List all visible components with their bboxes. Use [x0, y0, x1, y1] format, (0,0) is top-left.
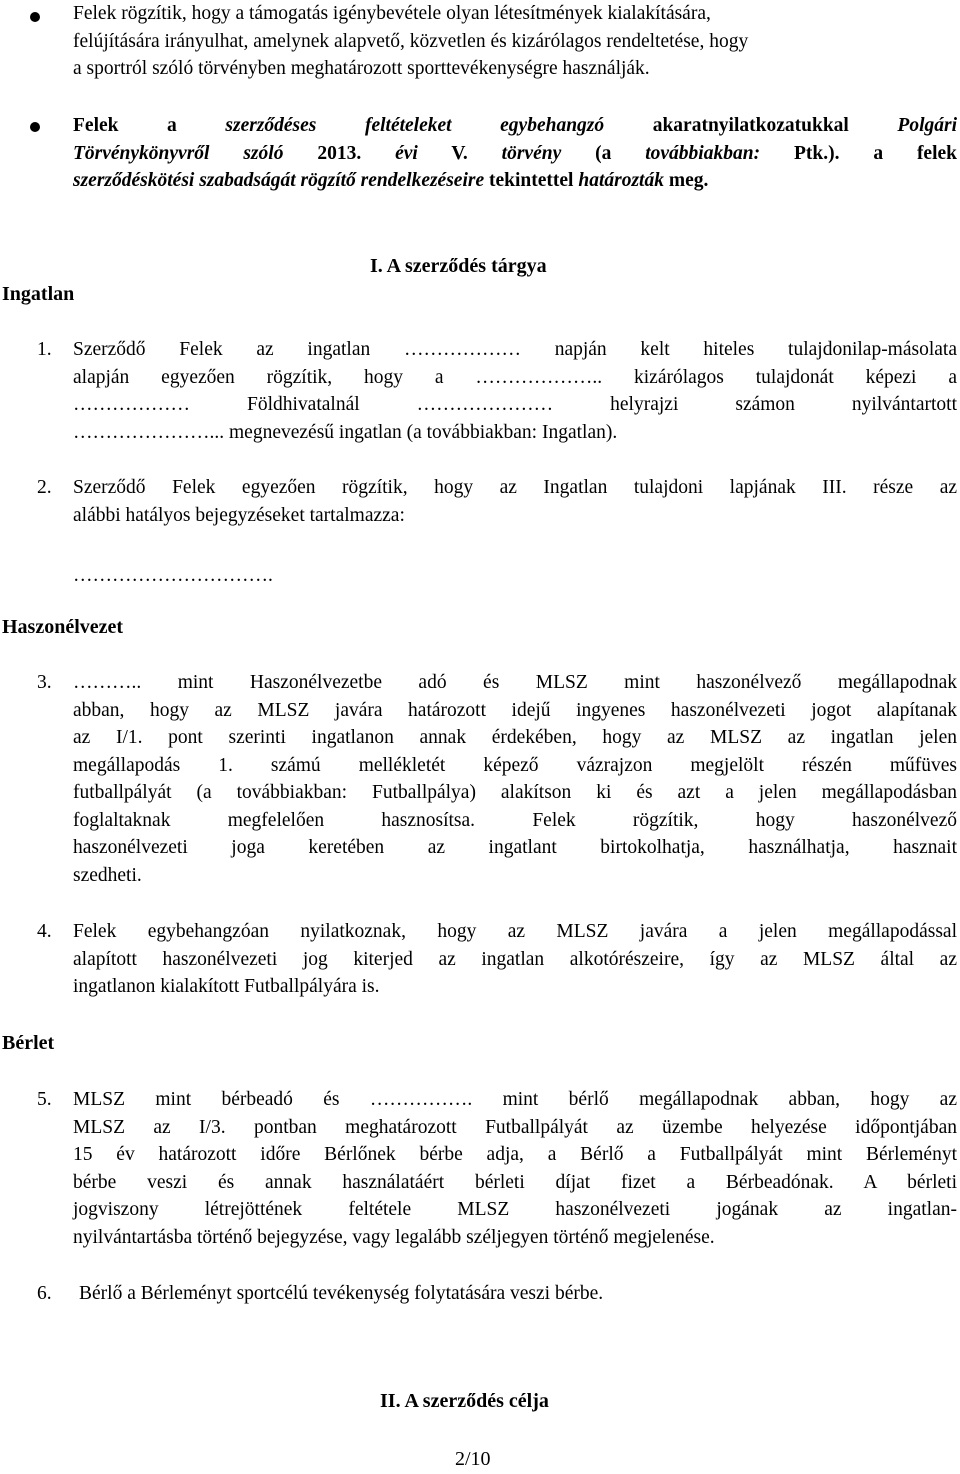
text-line: …………………... megnevezésű ingatlan (a továbbiakban: Ingatlan).: [73, 421, 618, 443]
text-line: Bérlő a Bérleményt sportcélú tevékenység folytatására veszi bérbe.: [79, 1283, 604, 1304]
text-line: foglaltaknak megfelelően hasznosítsa. Felek rögzítik, hogy haszonélvező: [73, 809, 957, 831]
section-2-title: II. A szerződés célja: [380, 1390, 549, 1412]
item-2-paragraph: [73, 474, 957, 529]
text-line: Szerződő Felek egyezően rögzítik, hogy az Ingatlan tulajdoni lapjának III. része az: [73, 477, 957, 498]
item-number: 2.: [37, 477, 52, 498]
text-line: MLSZ az I/3. pontban meghatározott Futballpályát az üzembe helyezése időpontjában: [73, 1116, 957, 1138]
item-number: 4.: [37, 921, 52, 942]
item-6-paragraph: [79, 1280, 957, 1308]
text-line: 15 év határozott időre Bérlőnek bérbe adja, a Bérlő a Futballpályát mint Bérleményt: [73, 1144, 957, 1165]
text-line: Felek egybehangzóan nyilatkoznak, hogy az MLSZ javára a jelen megállapodással: [73, 921, 957, 942]
text-line: megállapodás 1. számú mellékletét képező vázrajzon megjelölt részén műfüves: [73, 754, 957, 776]
text-line: jogviszony létrejöttének feltétele MLSZ haszonélvezeti jogának az ingatlan-: [73, 1199, 957, 1220]
text-line: szedheti.: [73, 864, 142, 886]
text-line: MLSZ mint bérbeadó és ……………. mint bérlő megállapodnak abban, hogy az: [73, 1089, 957, 1110]
side-label-berlet: Bérlet: [2, 1032, 55, 1054]
text-line: szerződéskötési szabadságát rögzítő rendelkezéseire tekintettel határozták meg.: [73, 170, 709, 191]
text-line: Törvénykönyvről szóló 2013. évi V. törvény (a továbbiakban: Ptk.). a felek: [73, 142, 958, 164]
bullet-dot: [30, 122, 40, 132]
text-line: futballpályát (a továbbiakban: Futballpálya) alakítson ki és azt a jelen megállapodásban: [73, 782, 957, 803]
text-line: Felek a szerződéses feltételeket egybehangzó akaratnyilatkozatukkal Polgári: [73, 115, 957, 136]
item-1-paragraph: [73, 336, 957, 446]
text-line: haszonélvezeti joga keretében az ingatlant birtokolhatja, használhatja, hasznait: [73, 837, 957, 858]
item-number: 3.: [37, 672, 52, 693]
item-number: 5.: [37, 1089, 52, 1110]
text-line: alapján egyezően rögzítik, hogy a ……………….. kizárólagos tulajdonát képezi a: [73, 366, 957, 388]
side-label-haszonelvezet: Haszonélvezet: [2, 616, 124, 638]
text-line: az I/1. pont szerinti ingatlanon annak érdekében, hogy az MLSZ az ingatlan jelen: [73, 727, 957, 748]
item-number: 6.: [37, 1283, 52, 1304]
text-line: nyilvántartásba történő bejegyzése, vagy legalább széljegyen történő megjelenése.: [73, 1226, 715, 1248]
page-number: 2/10: [455, 1448, 491, 1470]
text-line: Felek rögzítik, hogy a támogatás igénybevétele olyan létesítmények kialakítására,: [73, 3, 711, 24]
bullet-paragraph-1: [73, 0, 957, 83]
text-line: abban, hogy az MLSZ javára határozott idejű ingyenes haszonélvezeti jogot alapítanak: [73, 699, 957, 721]
text-line: bérbe veszi és annak használatáért bérleti díjat fizet a Bérbeadónak. A bérleti: [73, 1171, 957, 1193]
section-1-title: I. A szerződés tárgya: [370, 255, 547, 277]
text-line: alábbi hatályos bejegyzéseket tartalmazza:: [73, 504, 405, 526]
text-line: Szerződő Felek az ingatlan ……………… napján kelt hiteles tulajdonilap-másolata: [73, 339, 957, 360]
text-line: ingatlanon kialakított Futballpályára is.: [73, 976, 380, 997]
item-4-paragraph: [73, 918, 957, 1001]
item-5-paragraph: [73, 1086, 957, 1251]
text-line: ……………… Földhivatalnál ………………… helyrajzi számon nyilvántartott: [73, 394, 957, 415]
item-3-paragraph: [73, 669, 957, 889]
bullet-paragraph-2: [73, 112, 957, 195]
side-label-ingatlan: Ingatlan: [2, 283, 75, 305]
entries-placeholder: ………………………….: [73, 565, 273, 586]
text-line: alapított haszonélvezeti jog kiterjed az ingatlan alkotórészeire, így az MLSZ által az: [73, 948, 957, 970]
text-line: ……….. mint Haszonélvezetbe adó és MLSZ mint haszonélvező megállapodnak: [73, 672, 957, 693]
text-line: felújítására irányulhat, amelynek alapvető, közvetlen és kizárólagos rendeltetése, hogy: [73, 30, 749, 52]
bullet-dot: [30, 12, 40, 22]
text-line: a sportról szóló törvényben meghatározott sporttevékenységre használják.: [73, 58, 650, 79]
item-number: 1.: [37, 339, 52, 360]
